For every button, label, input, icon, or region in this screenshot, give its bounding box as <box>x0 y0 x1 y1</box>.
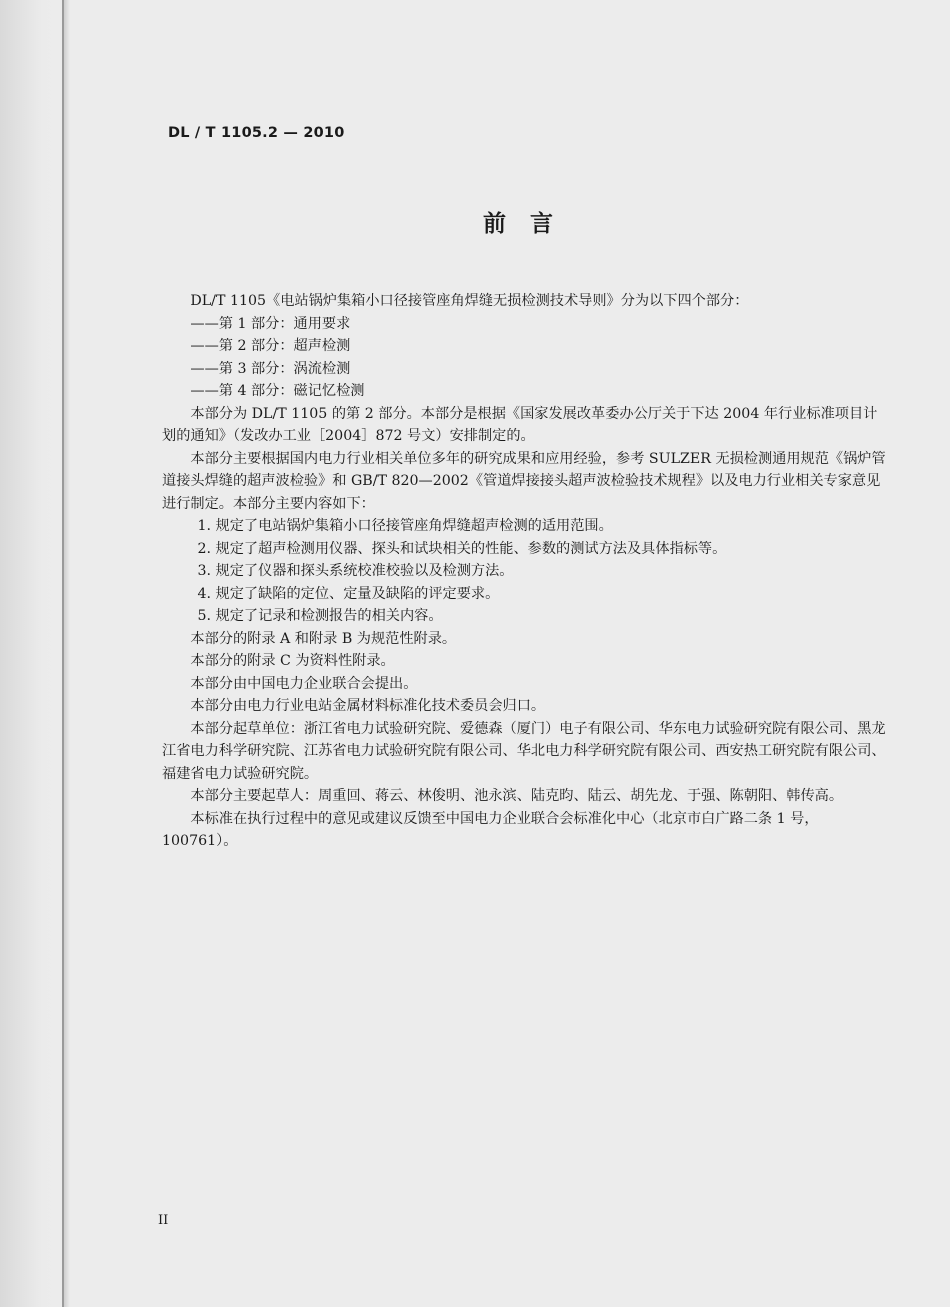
annex-c-paragraph: 本部分的附录 C 为资料性附录。 <box>190 653 395 669</box>
page-edge <box>0 0 60 1307</box>
content-item-1: 1. 规定了电站锅炉集箱小口径接管座角焊缝超声检测的适用范围。 <box>197 518 613 534</box>
managed-by-paragraph: 本部分由电力行业电站金属材料标准化技术委员会归口。 <box>190 698 546 714</box>
content-item-4: 4. 规定了缺陷的定位、定量及缺陷的评定要求。 <box>197 585 500 602</box>
part-item-4: ——第 4 部分：磁记忆检测 <box>190 383 365 399</box>
part-item-3: ——第 3 部分：涡流检测 <box>190 360 351 377</box>
standard-code-header: DL / T 1105.2 — 2010 <box>168 125 345 141</box>
content-item-3: 3. 规定了仪器和探头系统校准校验以及检测方法。 <box>197 563 514 579</box>
intro-paragraph: DL/T 1105《电站锅炉集箱小口径接管座角焊缝无损检测技术导则》分为以下四个部分： <box>190 293 749 309</box>
part-item-2: ——第 2 部分：超声检测 <box>190 338 351 354</box>
content-item-5: 5. 规定了记录和检测报告的相关内容。 <box>197 608 443 624</box>
drafting-units-paragraph: 本部分起草单位：浙江省电力试验研究院、爱德森（厦门）电子有限公司、华东电力试验研究院有限公司、黑龙江省电力科学研究院、江苏省电力试验研究院有限公司、华北电力科学研究院有限公司、西安热工研究院有限公司、福建省电力试验研究院。 <box>162 720 886 782</box>
page-title: 前言 <box>483 211 577 237</box>
part-item-1: ——第 1 部分：通用要求 <box>190 315 351 332</box>
foreword-body <box>162 290 890 853</box>
reference-paragraph: 本部分主要根据国内电力行业相关单位多年的研究成果和应用经验，参考 SULZER 无损检测通用规范《锅炉管道接头焊缝的超声波检验》和 GB/T 820—2002《管道焊接接头超声波检验技术规程》以及电力行业相关专家意见进行制定。本部分主要内容如下： <box>162 450 886 512</box>
annex-ab-paragraph: 本部分的附录 A 和附录 B 为规范性附录。 <box>190 630 457 647</box>
book-fold-shadow <box>64 0 70 1307</box>
drafters-paragraph: 本部分主要起草人：周重回、蒋云、林俊明、池永滨、陆克昀、陆云、胡先龙、于强、陈朝阳、韩传高。 <box>190 788 844 804</box>
proposed-by-paragraph: 本部分由中国电力企业联合会提出。 <box>190 675 418 692</box>
content-item-2: 2. 规定了超声检测用仪器、探头和试块相关的性能、参数的测试方法及具体指标等。 <box>197 540 727 557</box>
feedback-paragraph: 本标准在执行过程中的意见或建议反馈至中国电力企业联合会标准化中心（北京市白广路二条 1 号，100761）。 <box>162 810 819 849</box>
basis-paragraph: 本部分为 DL/T 1105 的第 2 部分。本部分是根据《国家发展改革委办公厅关于下达 2004 年行业标准项目计划的通知》（发改办工业［2004］872 号文）安排制定的。 <box>162 405 878 444</box>
page-number: II <box>158 1213 169 1228</box>
